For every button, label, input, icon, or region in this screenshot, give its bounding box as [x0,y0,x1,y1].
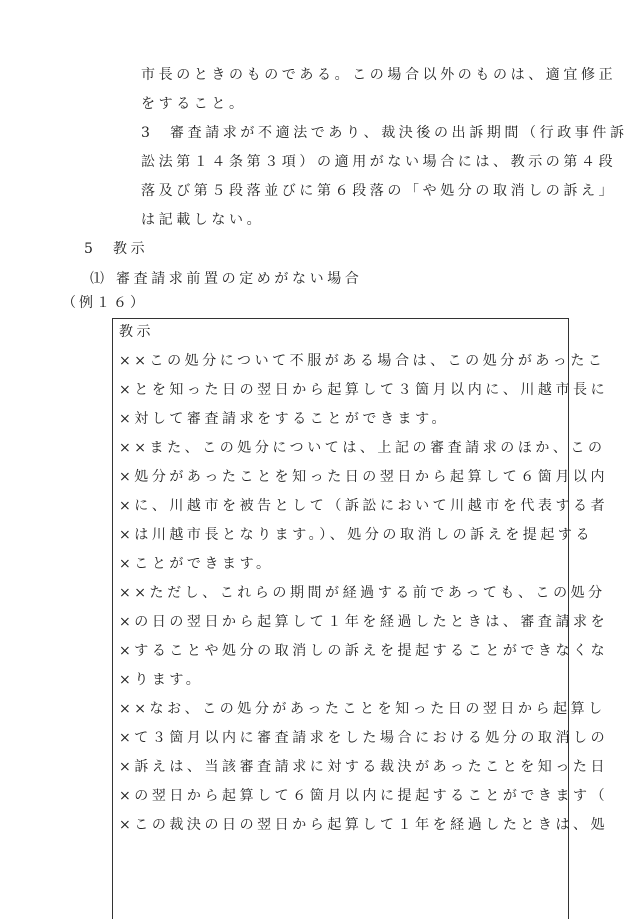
section-5-number: 5 [84,241,97,257]
box-line: ×の翌日から起算して６箇月以内に提起することができます（ [119,788,609,804]
box-line: ×処分があったことを知った日の翌日から起算して６箇月以内 [119,469,608,485]
note-3-line-1: 審査請求が不適法であり、裁決後の出訴期間（行政事件訴 [170,125,628,141]
box-line: ××この処分について不服がある場合は、この処分があったこ [119,353,606,369]
box-line: ×この裁決の日の翌日から起算して１年を経過したときは、処 [119,817,609,833]
box-line: ×訴えは、当該審査請求に対する裁決があったことを知った日 [119,759,608,775]
section-5-title: 教示 [113,241,149,257]
note-3-line-3: 落及び第５段落並びに第６段落の「や処分の取消しの訴え」 [141,183,617,199]
box-heading: 教示 [119,324,155,340]
box-line: ×ります。 [119,672,204,688]
box-line: ×は川越市長となります。）、処分の取消しの訴えを提起する [119,527,594,543]
subsection-1-title: 審査請求前置の定めがない場合 [116,271,363,287]
box-line: ×とを知った日の翌日から起算して３箇月以内に、川越市長に [119,382,609,398]
box-line: ××なお、この処分があったことを知った日の翌日から起算し [119,701,606,717]
box-line: ××また、この処分については、上記の審査請求のほか、この [119,440,606,456]
box-line: ×に、川越市を被告として（訴訟において川越市を代表する者 [119,498,609,514]
box-line: ×ことができます。 [119,556,274,572]
note-3-line-2: 訟法第１４条第３項）の適用がない場合には、教示の第４段 [141,154,617,170]
box-line: ×て３箇月以内に審査請求をした場合における処分の取消しの [119,730,609,746]
subsection-1-number: ⑴ [90,271,108,287]
intro-line-2: をすること。 [141,96,247,112]
box-line: ×対して審査請求をすることができます。 [119,411,450,427]
example-label: （例１６） [62,295,147,311]
intro-line-1: 市長のときのものである。この場合以外のものは、適宜修正 [141,67,617,83]
instruction-box [112,318,609,919]
box-line: ××ただし、これらの期間が経過する前であっても、この処分 [119,585,606,601]
box-line: ×の日の翌日から起算して１年を経過したときは、審査請求を [119,614,609,630]
note-3-line-4: は記載しない。 [141,212,265,228]
box-line: ×することや処分の取消しの訴えを提起することができなくな [119,643,609,659]
note-3-number: 3 [141,125,154,141]
